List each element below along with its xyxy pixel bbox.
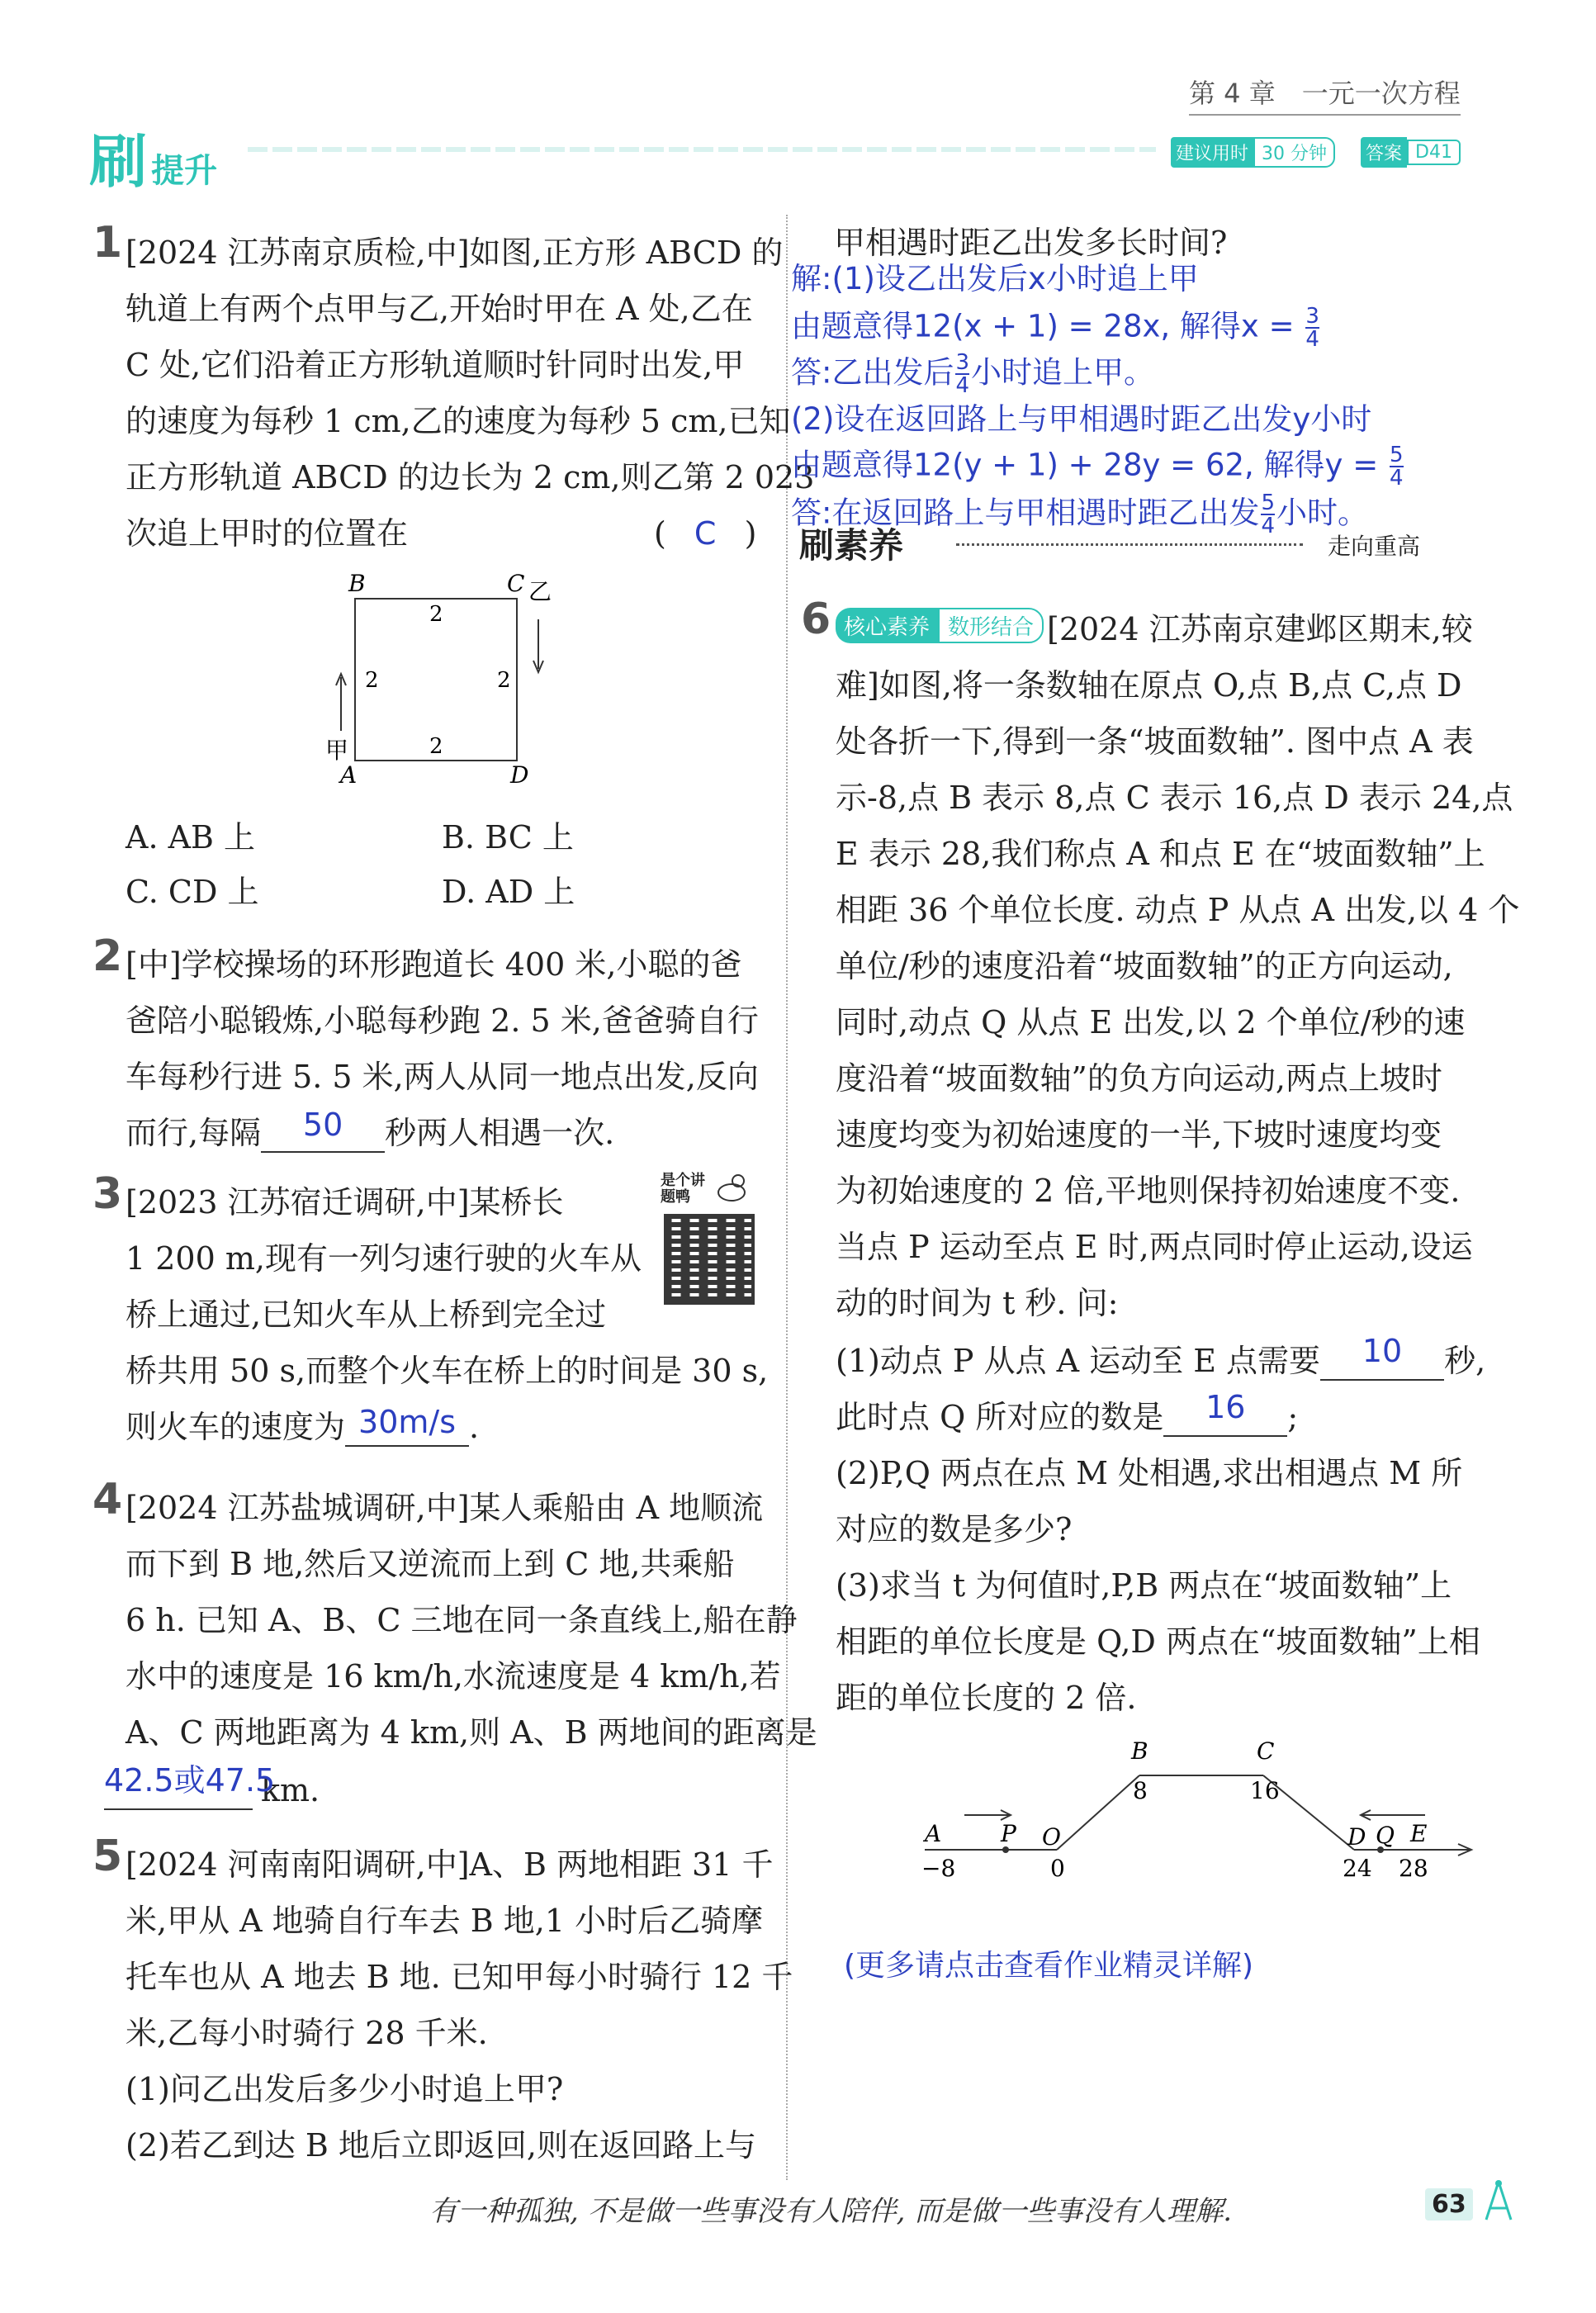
side-left: 2 <box>365 668 379 693</box>
compass-icon <box>1478 2178 1519 2225</box>
q6-p2-pre: 此时点 Q 所对应的数是 <box>836 1399 1164 1435</box>
q5-line-2: 米,甲从 A 地骑自行车去 B 地,1 小时后乙骑摩 <box>126 1903 764 1939</box>
q6-line-11: 为初始速度的 2 倍,平地则保持初始速度不变. <box>836 1173 1461 1209</box>
q3-line-4: 桥共用 50 s,而整个火车在桥上的时间是 30 s, <box>126 1353 769 1389</box>
answer-badge <box>1361 137 1461 168</box>
label-B: B <box>348 570 366 597</box>
q1-line-1: [2024 江苏南京质检,中]如图,正方形 ABCD 的 <box>126 235 784 271</box>
paren-close: ) <box>744 515 757 552</box>
duck-icon <box>713 1173 750 1202</box>
q6-line-5: E 表示 28,我们称点 A 和点 E 在“坡面数轴”上 <box>836 836 1485 872</box>
denominator: 4 <box>955 373 970 398</box>
sol3-post: 小时追上甲。 <box>971 354 1155 391</box>
denominator: 4 <box>1261 514 1276 538</box>
section-dots <box>956 543 1303 546</box>
q2-line-1: [中]学校操场的环形跑道长 400 米,小聪的爸 <box>126 946 742 983</box>
q4-line-3: 6 h. 已知 A、B、C 三地在同一条直线上,船在静 <box>126 1602 798 1638</box>
q6-line-9: 度沿着“坡面数轴”的负方向运动,两点上坡时 <box>836 1060 1442 1097</box>
more-details-link[interactable]: (更多请点击查看作业精灵详解) <box>844 1949 1254 1983</box>
label-A: A <box>925 1820 942 1847</box>
q1-square-figure <box>314 570 578 801</box>
label-E: E <box>1410 1820 1428 1847</box>
q5-line-3: 托车也从 A 地去 B 地. 已知甲每小时骑行 12 千 <box>126 1959 793 1995</box>
q1-line-3: C 处,它们沿着正方形轨道顺时针同时出发,甲 <box>126 347 745 383</box>
q2-text-pre: 而行,每隔 <box>126 1115 262 1151</box>
paren-open: ( <box>654 515 666 552</box>
q4-line-2: 而下到 B 地,然后又逆流而上到 C 地,共乘船 <box>126 1546 735 1582</box>
q6-p1-post: 秒, <box>1444 1343 1486 1379</box>
q6-part-2-line-1: (2)P,Q 两点在点 M 处相遇,求出相遇点 M 所 <box>836 1455 1463 1491</box>
numerator: 3 <box>1305 304 1319 329</box>
q3-text-pre: 则火车的速度为 <box>126 1409 346 1445</box>
q5-solution-line-1: 解:(1)设乙出发后x小时追上甲 <box>791 261 1199 296</box>
question-number-6: 6 <box>801 595 831 644</box>
q1-option-b: B. BC 上 <box>442 819 574 856</box>
arrow-right-icon <box>964 1810 1011 1820</box>
section-tag: 走向重高 <box>1328 533 1421 560</box>
q6-line-4: 示-8,点 B 表示 8,点 C 表示 16,点 D 表示 24,点 <box>836 780 1513 816</box>
q2-line-2: 爸陪小聪锻炼,小聪每秒跑 2. 5 米,爸爸骑自行 <box>126 1002 759 1039</box>
q6-part-3-line-2: 相距的单位长度是 Q,D 两点在“坡面数轴”上相 <box>836 1623 1480 1660</box>
q1-line-5: 正方形轨道 ABCD 的边长为 2 cm,则乙第 2 023 <box>126 459 815 495</box>
q1-option-a: A. AB 上 <box>126 819 256 856</box>
q4-line-4: 水中的速度是 16 km/h,水流速度是 4 km/h,若 <box>126 1658 781 1694</box>
qr-label: 是个讲题鸭 <box>661 1172 705 1206</box>
label-D: D <box>510 761 529 789</box>
value-B: 8 <box>1133 1777 1148 1804</box>
slope-number-line-figure <box>908 1726 1486 1891</box>
footer-quote: 有一种孤独, 不是做一些事没有人陪伴, 而是做一些事没有人理解. <box>429 2195 1233 2228</box>
q6-part-1 <box>836 1333 1486 1381</box>
q6-line-13: 动的时间为 t 秒. 问: <box>836 1285 1119 1321</box>
sol5-text: 由题意得12(y + 1) + 28y = 62, 解得y = <box>791 447 1379 483</box>
q6-part-1b <box>836 1389 1299 1437</box>
q4-line-1: [2024 江苏盐城调研,中]某人乘船由 A 地顺流 <box>126 1490 764 1526</box>
q6-part-2-line-2: 对应的数是多少? <box>836 1511 1073 1548</box>
q6-badges <box>836 608 1044 643</box>
numerator: 5 <box>1389 443 1404 467</box>
slope-up <box>1057 1775 1139 1850</box>
q6-line-12: 当点 P 运动至点 E 时,两点同时停止运动,设运 <box>836 1229 1473 1265</box>
q6-p2-post: ; <box>1287 1399 1299 1435</box>
q4-answer: 42.5或47.5 <box>104 1762 276 1799</box>
time-label: 建议用时 <box>1171 137 1253 168</box>
section-title: 刷素养 <box>799 525 904 566</box>
sol2-text: 由题意得12(x + 1) = 28x, 解得x = <box>791 308 1295 344</box>
brand-logo <box>89 116 217 199</box>
q2-line-3: 车每秒行进 5. 5 米,两人从同一地点出发,反向 <box>126 1059 759 1095</box>
value-D: 24 <box>1343 1855 1372 1882</box>
q6-p1-pre: (1)动点 P 从点 A 运动至 E 点需要 <box>836 1343 1321 1379</box>
q4-line-6 <box>104 1762 320 1810</box>
q6-line-1: [2024 江苏南京建邺区期末,较 <box>1047 611 1473 647</box>
label-Q: Q <box>1376 1822 1395 1849</box>
side-bottom: 2 <box>429 734 443 759</box>
q1-option-d: D. AD 上 <box>442 874 575 910</box>
arrow-left-icon <box>1361 1810 1425 1820</box>
q3-answer-blank <box>345 1404 469 1447</box>
q4-line-5: A、C 两地距离为 4 km,则 A、B 两地间的距离是 <box>126 1714 817 1751</box>
question-number-2: 2 <box>92 931 123 981</box>
q6-p2-answer: 16 <box>1205 1389 1246 1425</box>
label-C: C <box>507 570 525 597</box>
q5-solution-line-4: (2)设在返回路上与甲相遇时距乙出发y小时 <box>791 401 1372 437</box>
q6-p1-blank <box>1320 1333 1444 1381</box>
arrow-up-icon <box>336 674 346 731</box>
q6-part-3-line-3: 距的单位长度的 2 倍. <box>836 1680 1137 1716</box>
sol6-post: 小时。 <box>1276 495 1369 531</box>
q5-solution-line-2 <box>791 306 1321 350</box>
core-literacy-badge: 核心素养 <box>836 608 938 643</box>
numerator: 5 <box>1261 491 1276 515</box>
page-header <box>0 0 1596 196</box>
qr-code-block[interactable] <box>661 1173 760 1321</box>
q6-part-3-line-1: (3)求当 t 为何值时,P,B 两点在“坡面数轴”上 <box>836 1567 1452 1604</box>
time-value: 30 分钟 <box>1253 137 1335 168</box>
q1-option-c: C. CD 上 <box>126 874 259 910</box>
chapter-title: 第 4 章 一元一次方程 <box>1189 73 1461 116</box>
question-number-4: 4 <box>92 1475 123 1524</box>
page-number: 63 <box>1425 2188 1473 2221</box>
q2-text-post: 秒两人相遇一次. <box>385 1115 615 1151</box>
section-header <box>799 519 1468 565</box>
label-O: O <box>1042 1823 1061 1851</box>
q5-line-5: (1)问乙出发后多少小时追上甲? <box>126 2071 564 2107</box>
q4-text-post: km. <box>261 1772 320 1808</box>
brand-char: 刷 <box>89 128 147 196</box>
label-yi: 乙 <box>528 578 552 605</box>
label-A: A <box>340 761 358 789</box>
q2-answer: 50 <box>302 1107 343 1143</box>
question-number-1: 1 <box>92 218 123 268</box>
fraction-5-4 <box>1390 444 1404 489</box>
fraction-3-4 <box>1305 306 1319 350</box>
qr-code-icon <box>664 1214 755 1305</box>
q1-line-6: 次追上甲时的位置在 <box>126 515 409 552</box>
q5-line-7: 甲相遇时距乙出发多长时间? <box>834 225 1228 261</box>
q5-solution-line-5 <box>791 444 1405 489</box>
q4-answer-blank <box>104 1762 276 1810</box>
q2-line-4 <box>126 1107 615 1153</box>
q5-solution-line-3 <box>791 352 1154 396</box>
q3-line-1: [2023 江苏宿迁调研,中]某桥长 <box>126 1184 564 1220</box>
value-O: 0 <box>1050 1855 1065 1882</box>
value-A: −8 <box>921 1855 956 1882</box>
value-E: 28 <box>1399 1855 1428 1882</box>
value-C: 16 <box>1250 1777 1280 1804</box>
q6-line-7: 单位/秒的速度沿着“坡面数轴”的正方向运动, <box>836 948 1453 984</box>
q2-answer-blank <box>261 1107 385 1153</box>
side-right: 2 <box>497 668 511 693</box>
q6-line-8: 同时,动点 Q 从点 E 出发,以 2 个单位/秒的速 <box>836 1004 1466 1040</box>
numerator: 3 <box>955 350 970 375</box>
label-B: B <box>1131 1737 1148 1765</box>
brand-sub: 提升 <box>151 152 218 190</box>
q1-line-2: 轨道上有两个点甲与乙,开始时甲在 A 处,乙在 <box>126 291 753 327</box>
label-jia: 甲 <box>325 737 349 764</box>
label-C: C <box>1257 1737 1275 1765</box>
q3-line-3: 桥上通过,已知火车从上桥到完全过 <box>126 1296 607 1333</box>
header-rule <box>248 147 1156 152</box>
fraction-3-4 <box>955 352 969 396</box>
column-divider <box>786 215 788 2180</box>
answer-page: D41 <box>1407 140 1461 165</box>
denominator: 4 <box>1389 466 1404 491</box>
number-shape-badge: 数形结合 <box>938 608 1044 643</box>
denominator: 4 <box>1305 327 1319 352</box>
q3-text-post: . <box>469 1409 480 1445</box>
q6-p1-answer: 10 <box>1362 1333 1403 1369</box>
q6-line-2: 难]如图,将一条数轴在原点 O,点 B,点 C,点 D <box>836 667 1462 704</box>
sol3-pre: 答:乙出发后 <box>791 354 954 391</box>
question-number-3: 3 <box>92 1169 123 1219</box>
sol6-pre: 答:在返回路上与甲相遇时距乙出发 <box>791 495 1260 531</box>
answer-label: 答案 <box>1361 137 1407 168</box>
q6-line-10: 速度均变为初始速度的一半,下坡时速度均变 <box>836 1116 1442 1153</box>
arrow-down-icon <box>533 619 543 672</box>
q1-answer: C <box>694 515 717 552</box>
q5-line-4: 米,乙每小时骑行 28 千米. <box>126 2015 488 2051</box>
q5-line-6: (2)若乙到达 B 地后立即返回,则在返回路上与 <box>126 2127 756 2164</box>
q6-line-6: 相距 36 个单位长度. 动点 P 从点 A 出发,以 4 个 <box>836 892 1520 928</box>
q1-answer-paren <box>654 514 756 553</box>
q3-line-2: 1 200 m,现有一列匀速行驶的火车从 <box>126 1240 642 1277</box>
q6-line-3: 处各折一下,得到一条“坡面数轴”. 图中点 A 表 <box>836 723 1474 760</box>
q5-line-1: [2024 河南南阳调研,中]A、B 两地相距 31 千 <box>126 1846 774 1883</box>
label-D: D <box>1347 1823 1366 1851</box>
side-top: 2 <box>429 602 443 627</box>
q1-line-4: 的速度为每秒 1 cm,乙的速度为每秒 5 cm,已知 <box>126 403 791 439</box>
time-badge <box>1171 137 1335 168</box>
point-P-dot <box>1002 1846 1009 1853</box>
label-P: P <box>1001 1820 1016 1847</box>
q3-line-5 <box>126 1404 480 1447</box>
question-number-5: 5 <box>92 1832 123 1881</box>
q3-answer: 30m/s <box>358 1404 456 1440</box>
q6-p2-blank <box>1163 1389 1287 1437</box>
